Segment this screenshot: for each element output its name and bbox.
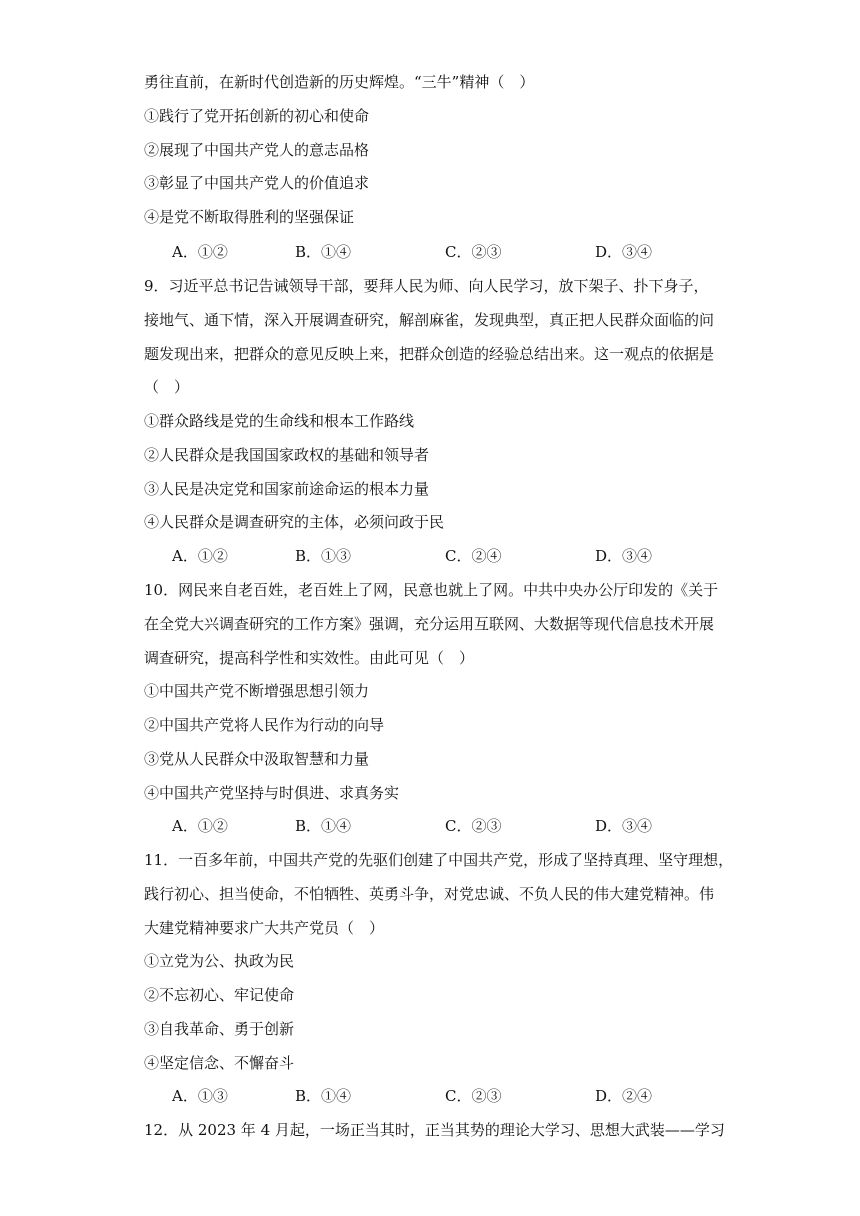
q10-options xyxy=(0,816,860,836)
q11-option-c[interactable]: C．②③ xyxy=(445,1087,502,1105)
q11-stem-line-3: 大建党精神要求广大共产党员（ ） xyxy=(144,919,385,937)
q9-option-c[interactable]: C．②④ xyxy=(445,547,502,565)
q8-stem: 勇往直前，在新时代创造新的历史辉煌。“三牛”精神（ ） xyxy=(144,73,535,91)
q9-stem-line-3: 题发现出来，把群众的意见反映上来，把群众创造的经验总结出来。这一观点的依据是 xyxy=(144,345,715,363)
q10-option-b[interactable]: B．①④ xyxy=(295,817,352,835)
q8-item-3: ③彰显了中国共产党人的价值追求 xyxy=(144,174,370,192)
q11-option-a[interactable]: A．①③ xyxy=(172,1087,228,1105)
q11-item-2: ②不忘初心、牢记使命 xyxy=(144,986,295,1004)
q10-option-a[interactable]: A．①② xyxy=(172,817,228,835)
q8-option-b[interactable]: B．①④ xyxy=(295,243,352,261)
q8-options xyxy=(0,242,860,262)
q8-option-a[interactable]: A．①② xyxy=(172,243,228,261)
q11-item-1: ①立党为公、执政为民 xyxy=(144,952,295,970)
q9-option-d[interactable]: D．③④ xyxy=(595,547,653,565)
q11-options xyxy=(0,1086,860,1106)
q10-stem-line-1: 10．网民来自老百姓，老百姓上了网，民意也就上了网。中共中央办公厅印发的《关于 xyxy=(144,581,719,599)
q11-stem-line-2: 践行初心、担当使命，不怕牺牲、英勇斗争，对党忠诚、不负人民的伟大建党精神。伟 xyxy=(144,885,715,903)
q8-item-2: ②展现了中国共产党人的意志品格 xyxy=(144,141,370,159)
q8-item-4: ④是党不断取得胜利的坚强保证 xyxy=(144,208,355,226)
q8-option-c[interactable]: C．②③ xyxy=(445,243,502,261)
q11-item-4: ④坚定信念、不懈奋斗 xyxy=(144,1054,295,1072)
q10-item-4: ④中国共产党坚持与时俱进、求真务实 xyxy=(144,784,400,802)
q9-item-4: ④人民群众是调查研究的主体，必须问政于民 xyxy=(144,513,445,531)
q11-option-d[interactable]: D．②④ xyxy=(595,1087,653,1105)
q10-stem-line-3: 调查研究，提高科学性和实效性。由此可见（ ） xyxy=(144,649,475,667)
q9-stem-line-2: 接地气、通下情，深入开展调查研究，解剖麻雀，发现典型，真正把人民群众面临的问 xyxy=(144,311,715,329)
q10-stem-line-2: 在全党大兴调查研究的工作方案》强调，充分运用互联网、大数据等现代信息技术开展 xyxy=(144,615,715,633)
q8-item-1: ①践行了党开拓创新的初心和使命 xyxy=(144,107,370,125)
q11-stem-line-1: 11．一百多年前，中国共产党的先驱们创建了中国共产党，形成了坚持真理、坚守理想， xyxy=(144,851,734,869)
q9-option-b[interactable]: B．①③ xyxy=(295,547,352,565)
q9-stem-line-4: （ ） xyxy=(144,378,190,396)
q8-option-d[interactable]: D．③④ xyxy=(595,243,653,261)
q10-item-2: ②中国共产党将人民作为行动的向导 xyxy=(144,716,385,734)
q9-option-a[interactable]: A．①② xyxy=(172,547,228,565)
q10-item-3: ③党从人民群众中汲取智慧和力量 xyxy=(144,750,370,768)
q9-item-1: ①群众路线是党的生命线和根本工作路线 xyxy=(144,412,415,430)
q9-item-2: ②人民群众是我国国家政权的基础和领导者 xyxy=(144,446,430,464)
q9-stem-line-1: 9．习近平总书记告诫领导干部，要拜人民为师、向人民学习，放下架子、扑下身子， xyxy=(144,277,709,295)
q11-item-3: ③自我革命、勇于创新 xyxy=(144,1020,295,1038)
q12-stem-line-1: 12．从 2023 年 4 月起，一场正当其时，正当其势的理论大学习、思想大武装——学习 xyxy=(144,1121,725,1139)
q9-item-3: ③人民是决定党和国家前途命运的根本力量 xyxy=(144,480,430,498)
q10-item-1: ①中国共产党不断增强思想引领力 xyxy=(144,682,370,700)
q9-options xyxy=(0,546,860,566)
q10-option-d[interactable]: D．③④ xyxy=(595,817,653,835)
q10-option-c[interactable]: C．②③ xyxy=(445,817,502,835)
q11-option-b[interactable]: B．①④ xyxy=(295,1087,352,1105)
